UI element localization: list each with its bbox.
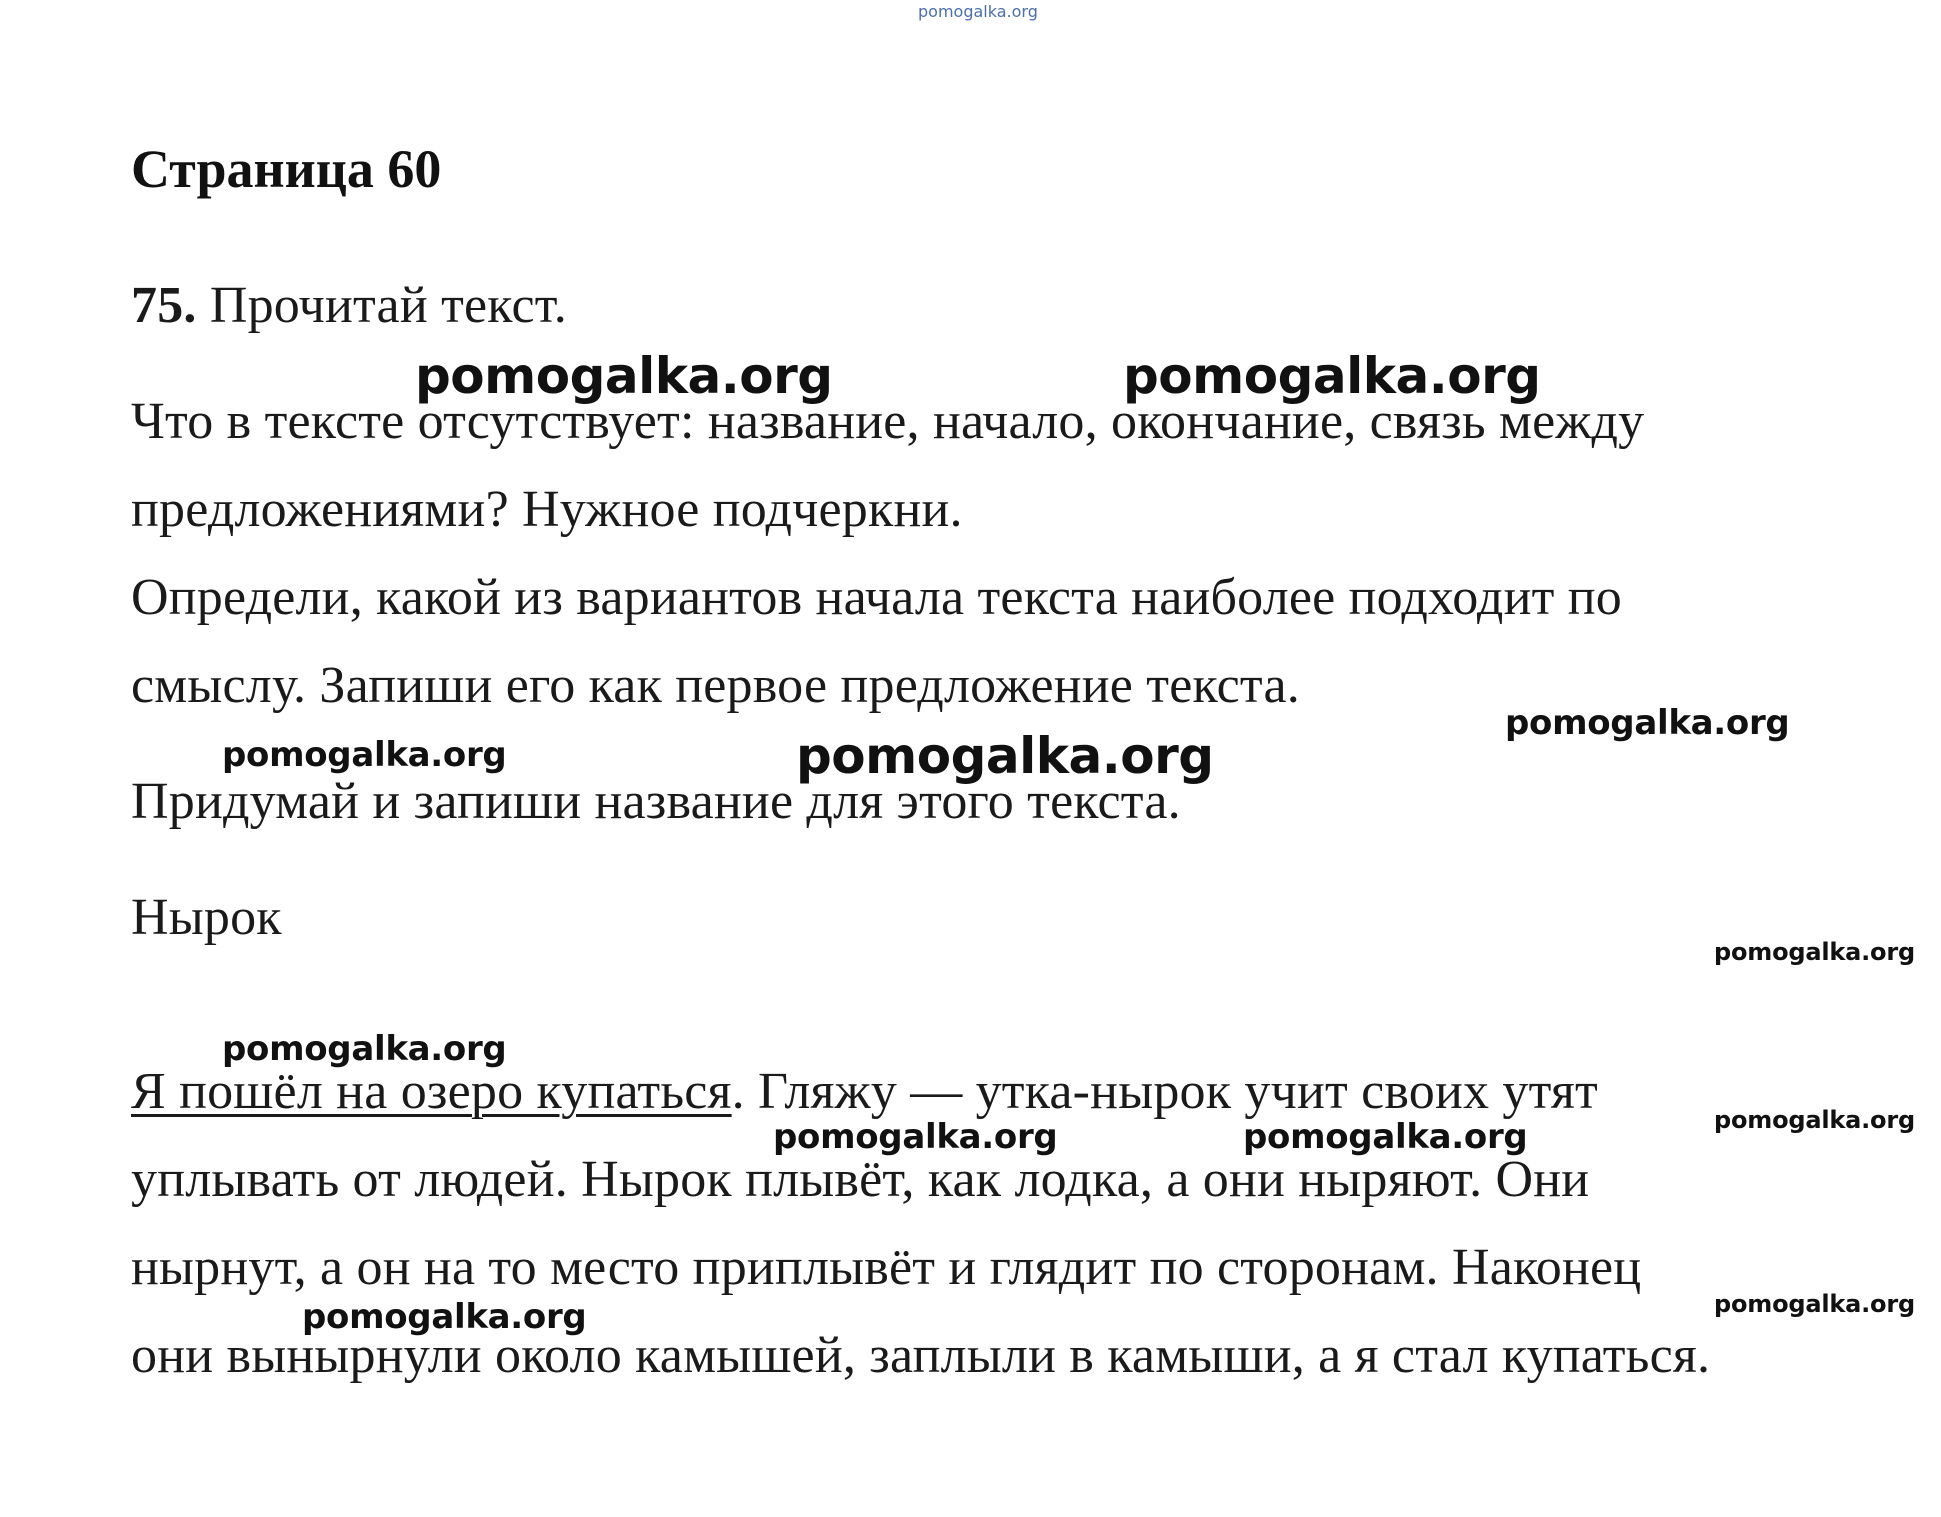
watermark: pomogalka.org bbox=[1714, 938, 1915, 966]
story-title: Нырок bbox=[131, 889, 282, 946]
instruction-line-2: предложениями? Нужное подчеркни. bbox=[131, 481, 963, 538]
story-line-1 bbox=[131, 1062, 1598, 1121]
instruction-line-1: Что в тексте отсутствует: название, начало, окончание, связь между bbox=[131, 393, 1645, 450]
watermark: pomogalka.org bbox=[222, 1029, 507, 1069]
watermark: pomogalka.org bbox=[1123, 347, 1541, 405]
story-line-3: нырнут, а он на то место приплывёт и глядит по сторонам. Наконец bbox=[131, 1239, 1642, 1296]
header-watermark: pomogalka.org bbox=[918, 2, 1038, 21]
task-heading bbox=[131, 276, 567, 335]
page-title: Страница 60 bbox=[131, 139, 442, 199]
watermark: pomogalka.org bbox=[1714, 1290, 1915, 1318]
watermark: pomogalka.org bbox=[415, 347, 833, 405]
watermark: pomogalka.org bbox=[773, 1117, 1058, 1157]
task-number: 75. bbox=[131, 277, 197, 334]
watermark: pomogalka.org bbox=[222, 735, 507, 775]
story-line-4: они вынырнули около камышей, заплыли в камыши, а я стал купаться. bbox=[131, 1327, 1711, 1384]
story-line-2: уплывать от людей. Нырок плывёт, как лодка, а они ныряют. Они bbox=[131, 1151, 1590, 1208]
story-line-1-rest: . Гляжу — утка-нырок учит своих утят bbox=[731, 1063, 1598, 1120]
underlined-first-sentence: Я пошёл на озеро купаться bbox=[131, 1063, 732, 1120]
watermark: pomogalka.org bbox=[302, 1297, 587, 1337]
instruction-line-5: Придумай и запиши название для этого текста. bbox=[131, 773, 1181, 830]
watermark: pomogalka.org bbox=[1243, 1117, 1528, 1157]
watermark: pomogalka.org bbox=[1714, 1106, 1915, 1134]
instruction-line-4: смыслу. Запиши его как первое предложение текста. bbox=[131, 657, 1300, 714]
task-instruction: Прочитай текст. bbox=[209, 277, 567, 334]
instruction-line-3: Определи, какой из вариантов начала текста наиболее подходит по bbox=[131, 569, 1622, 626]
watermark: pomogalka.org bbox=[1505, 703, 1790, 743]
watermark: pomogalka.org bbox=[796, 727, 1214, 785]
